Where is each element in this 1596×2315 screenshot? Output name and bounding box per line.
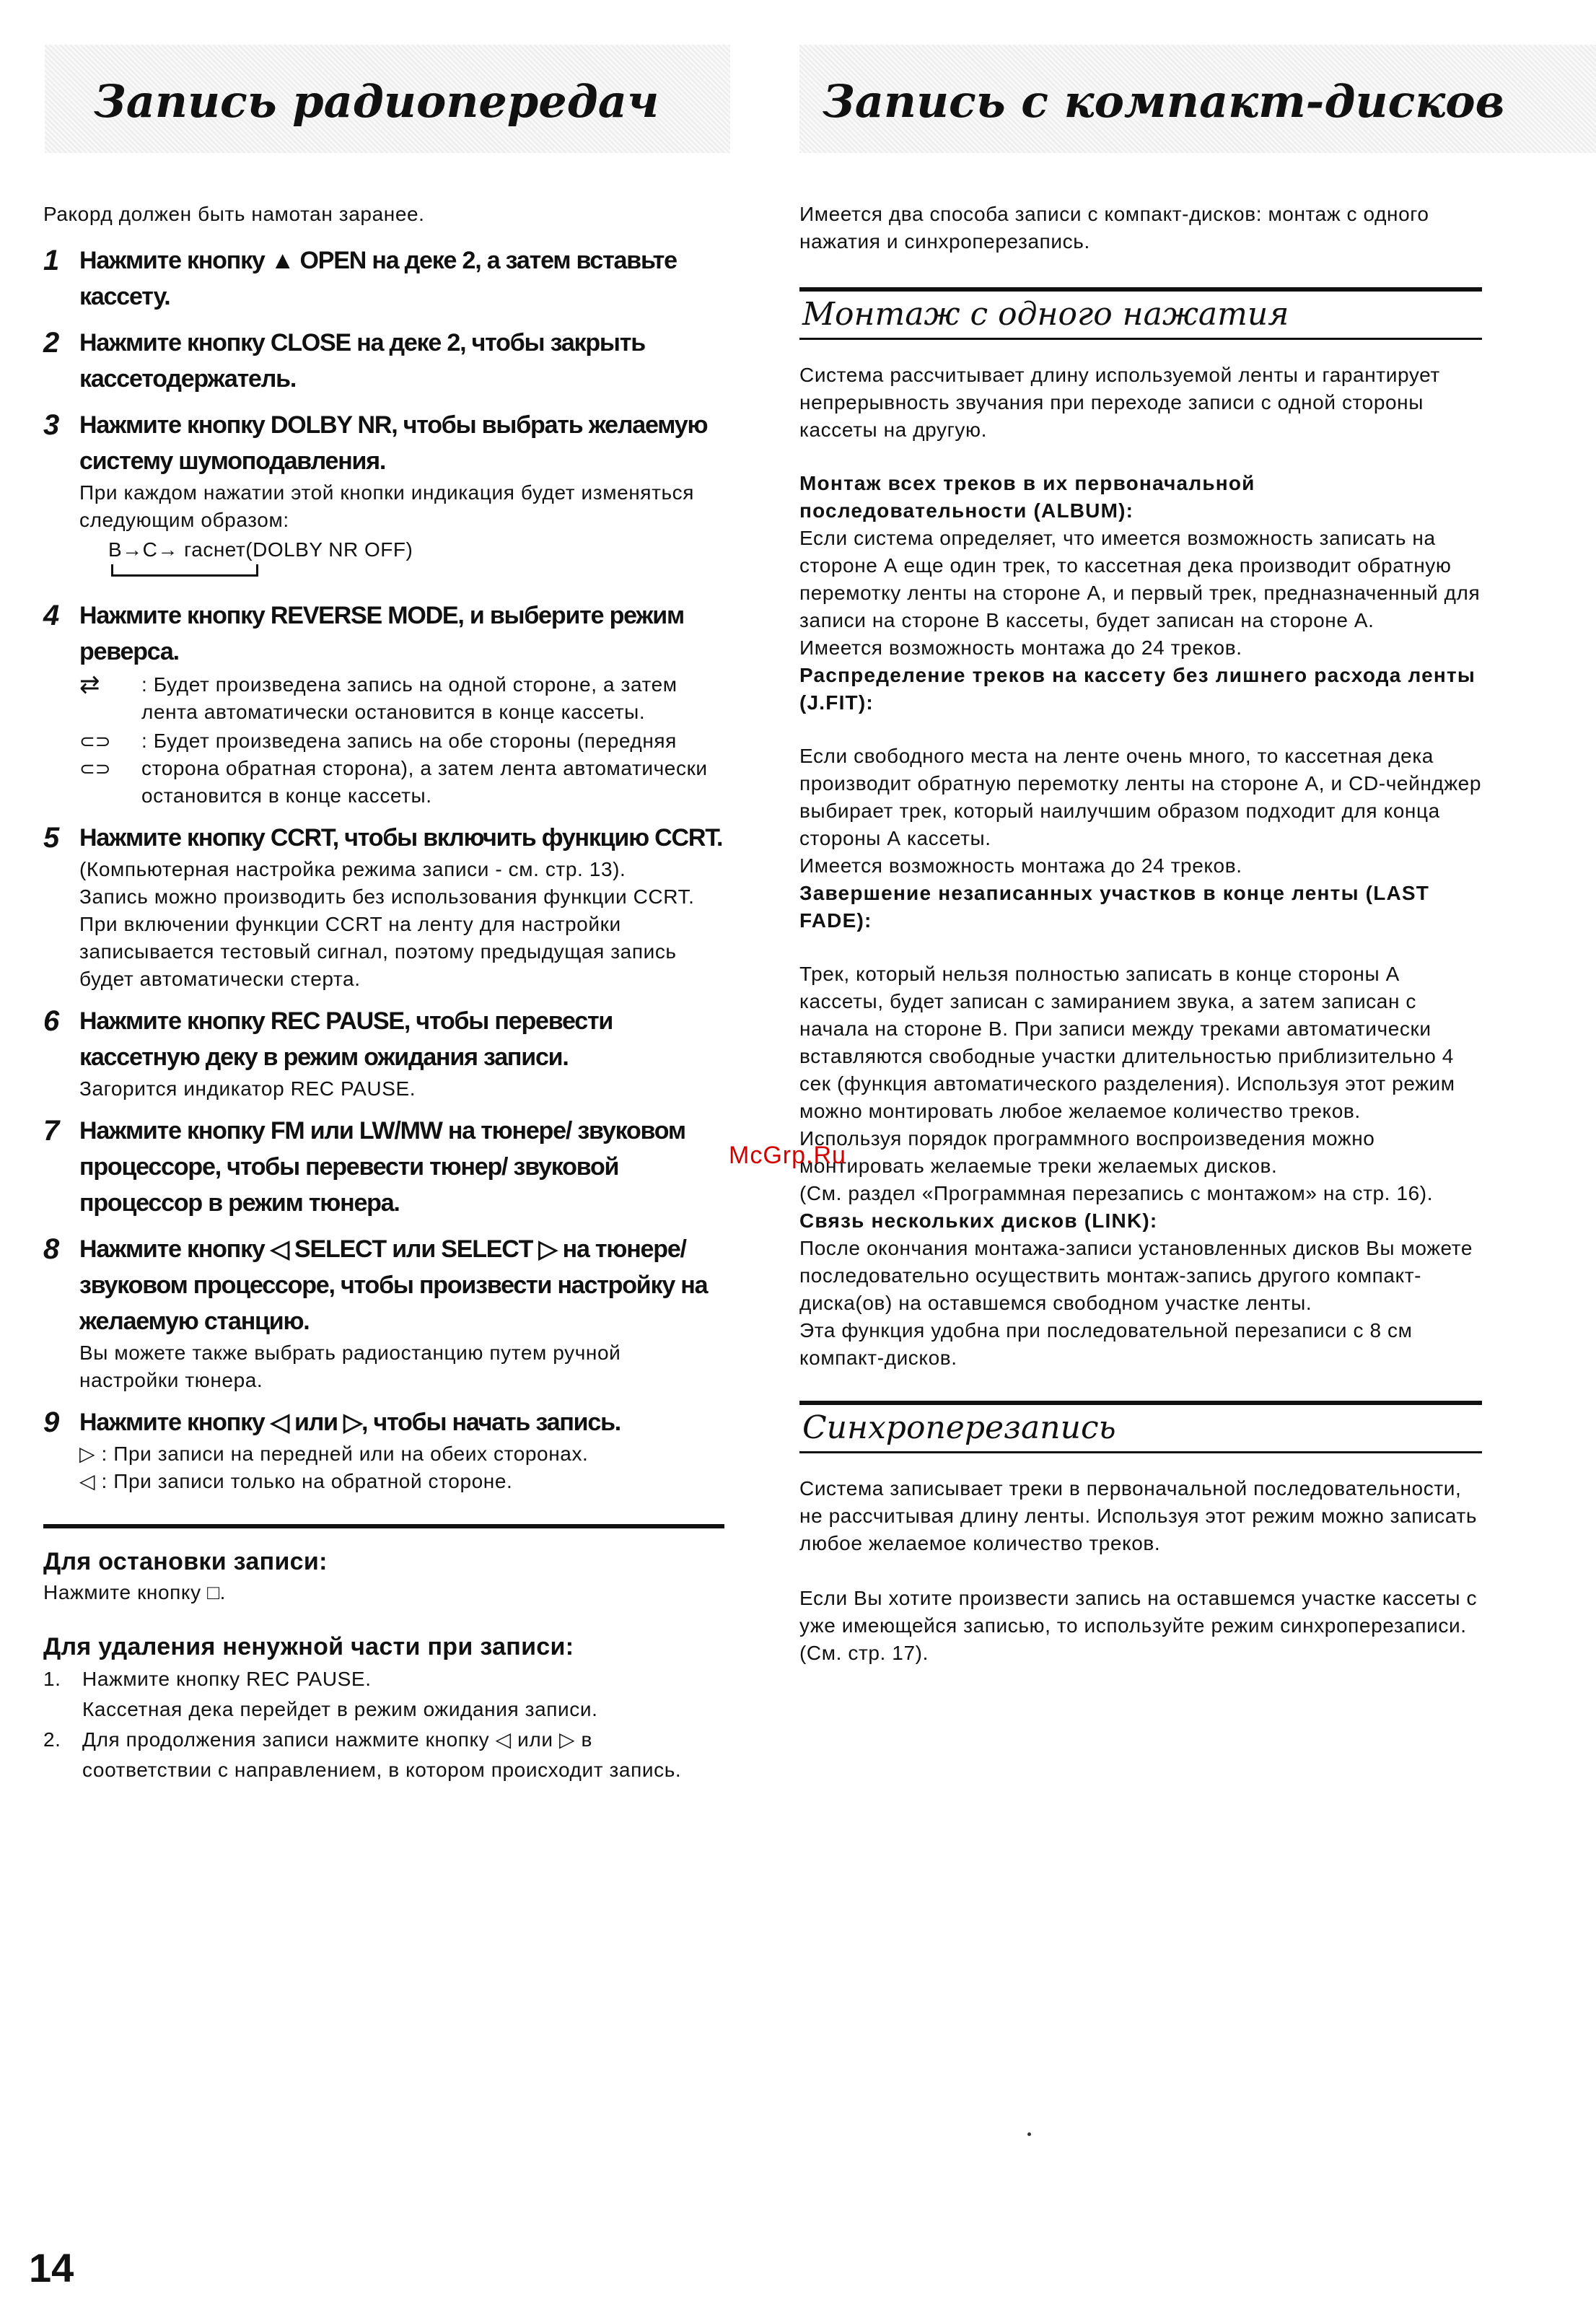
step-title: Нажмите кнопку CCRT, чтобы включить функцию CCRT. [79, 824, 723, 852]
step-number: 3 [43, 409, 60, 441]
one-touch-edit-title: Монтаж с одного нажатия [802, 296, 1289, 333]
both-sides-reverse-icon: ⊂⊃ ⊂⊃ [79, 730, 111, 779]
last-fade-text: Трек, который нельзя полностью записать в конце стороны А кассеты, будет записан с замиранием звука, а затем записан с начала на стороне В. При записи между треками автоматически вставляются свободные участки длительностью приблизительно 4 сек (функция автоматического разделения). Используя этот режим можно монтировать любое желаемое количество треков. Используя порядок программного воспроизведения можно монтировать желаемые треки желаемых дисков. (См. раздел «Программная перезапись с монтажом» на стр. 16). [799, 963, 1455, 1204]
step-title: Нажмите кнопку CLOSE на деке 2, чтобы закрыть кассетодержатель. [79, 329, 645, 393]
one-way-reverse-icon: ⇄ [79, 671, 100, 699]
step-title: Нажмите кнопку ◁ SELECT или SELECT ▷ на тюнере/звуковом процессоре, чтобы произвести настройку на желаемую станцию. [79, 1235, 708, 1335]
step-note: ▷ : При записи на передней или на обеих сторонах. ◁ : При записи только на обратной стороне. [79, 1443, 589, 1492]
jfit-heading: Распределение треков на кассету без лишнего расхода ленты (J.FIT): [799, 664, 1476, 714]
reverse-mode-both-sides [79, 727, 724, 810]
stop-recording-heading: Для остановки записи: [43, 1548, 328, 1575]
right-intro: Имеется два способа записи с компакт-дисков: монтаж с одного нажатия и синхроперезапись. [799, 203, 1429, 253]
step-title: Нажмите кнопку ◁ или ▷, чтобы начать запись. [79, 1409, 621, 1436]
step-2 [43, 325, 724, 397]
cycle-return-arrow [111, 564, 258, 577]
stray-dot [1027, 2132, 1031, 2136]
list-item-number: 2. [43, 1728, 61, 1751]
left-intro: Ракорд должен быть намотан заранее. [43, 203, 425, 225]
step-number: 4 [43, 600, 60, 631]
step-title: Нажмите кнопку ▲ OPEN на деке 2, а затем вставьте кассету. [79, 247, 677, 310]
list-item-text: Для продолжения записи нажмите кнопку ◁ или ▷ в соответствии с направлением, в котором происходит запись. [82, 1728, 682, 1781]
section-divider [43, 1524, 724, 1528]
step-7 [43, 1113, 724, 1221]
step-5 [43, 820, 724, 993]
mode-description: : Будет произведена запись на обе стороны (передняя сторона обратная сторона), а затем лента автоматически остановится в конце кассеты. [141, 730, 708, 807]
sync-dubbing-text: Система записывает треки в первоначальной последовательности, не рассчитывая длину ленты. Используя этот режим можно записать любое желаемое количество треков. [799, 1477, 1478, 1554]
dolby-cycle-diagram [108, 538, 724, 585]
step-note: При каждом нажатии этой кнопки индикация будет изменяться следующим образом: [79, 481, 695, 531]
step-9 [43, 1404, 724, 1495]
step-number: 2 [43, 327, 60, 359]
list-item [43, 1725, 724, 1785]
step-number: 5 [43, 822, 60, 854]
left-column [43, 195, 724, 1785]
step-4 [43, 598, 724, 810]
page-number: 14 [29, 2245, 74, 2290]
album-heading: Монтаж всех треков в их первоначальной последовательности (ALBUM): [799, 472, 1255, 522]
list-item-number: 1. [43, 1668, 61, 1690]
step-6 [43, 1003, 724, 1103]
section-divider [799, 1451, 1482, 1453]
step-number: 6 [43, 1005, 60, 1037]
mode-description: : Будет произведена запись на одной стороне, а затем лента автоматически остановится в конце кассеты. [141, 673, 678, 723]
right-header-banner [799, 45, 1596, 153]
step-title: Нажмите кнопку REVERSE MODE, и выберите режим реверса. [79, 602, 684, 665]
link-text: После окончания монтажа-записи установленных дисков Вы можете последовательно осуществить монтаж-запись другого компакт-диска(ов) на оставшемся свободном участке ленты. Эта функция удобна при последовательной перезаписи с 8 см компакт-дисков. [799, 1237, 1473, 1369]
right-column [799, 195, 1482, 1667]
step-note: (Компьютерная настройка режима записи - см. стр. 13). Запись можно производить без использования функции CCRT. При включении функции CCRT на ленту для настройки записывается тестовый сигнал, поэтому предыдущая запись будет автоматически стерта. [79, 858, 695, 990]
right-section-title: Запись с компакт-дисков [823, 75, 1505, 128]
step-title: Нажмите кнопку DOLBY NR, чтобы выбрать желаемую систему шумоподавления. [79, 411, 708, 475]
step-8 [43, 1231, 724, 1394]
delete-steps-list [43, 1664, 724, 1785]
last-fade-heading: Завершение незаписанных участков в конце ленты (LAST FADE): [799, 882, 1430, 932]
sync-dubbing-title: Синхроперезапись [802, 1409, 1116, 1446]
step-title: Нажмите кнопку REC PAUSE, чтобы перевести кассетную деку в режим ожидания записи. [79, 1007, 613, 1071]
step-number: 8 [43, 1233, 60, 1265]
dolby-cycle-text: B→C→ гаснет(DOLBY NR OFF) [108, 538, 413, 561]
jfit-text: Если свободного места на ленте очень много, то кассетная дека производит обратную перемотку ленты на стороне А, и CD-чейнджер выбирает трек, который наилучшим образом подходит для конца стороны А кассеты. Имеется возможность монтажа до 24 треков. [799, 745, 1481, 877]
step-title: Нажмите кнопку FM или LW/MW на тюнере/ звуковом процессоре, чтобы перевести тюнер/ звуковой процессор в режим тюнера. [79, 1117, 685, 1217]
step-note: Загорится индикатор REC PAUSE. [79, 1077, 416, 1100]
sync-dubbing-note: Если Вы хотите произвести запись на оставшемся участке кассеты с уже имеющейся записью, то используйте режим синхроперезаписи. (См. стр. 17). [799, 1587, 1478, 1664]
step-3 [43, 407, 724, 587]
left-header-banner [45, 45, 730, 153]
one-touch-edit-intro: Система рассчитывает длину используемой ленты и гарантирует непрерывность звучания при переходе записи с одной стороны кассеты на другую. [799, 364, 1440, 441]
step-note: Вы можете также выбрать радиостанцию путем ручной настройки тюнера. [79, 1342, 621, 1391]
link-heading: Связь нескольких дисков (LINK): [799, 1209, 1158, 1232]
section-divider [799, 338, 1482, 340]
step-number: 1 [43, 245, 60, 276]
left-section-title: Запись радиопередач [94, 75, 659, 128]
step-number: 9 [43, 1406, 60, 1438]
list-item [43, 1664, 724, 1725]
watermark: McGrp.Ru [729, 1142, 846, 1169]
album-text: Если система определяет, что имеется возможность записать на стороне А еще один трек, то кассетная дека производит обратную перемотку ленты на стороне А, и первый трек, предназначенный для записи на стороне В кассеты, будет записан на стороне А. Имеется возможность монтажа до 24 треков. [799, 527, 1481, 659]
list-item-text: Нажмите кнопку REC PAUSE. Кассетная дека перейдет в режим ожидания записи. [82, 1668, 598, 1720]
reverse-mode-one-side [79, 671, 724, 726]
step-number: 7 [43, 1115, 60, 1147]
step-1 [43, 242, 724, 315]
stop-recording-text: Нажмите кнопку □. [43, 1581, 226, 1603]
delete-part-heading: Для удаления ненужной части при записи: [43, 1633, 574, 1660]
